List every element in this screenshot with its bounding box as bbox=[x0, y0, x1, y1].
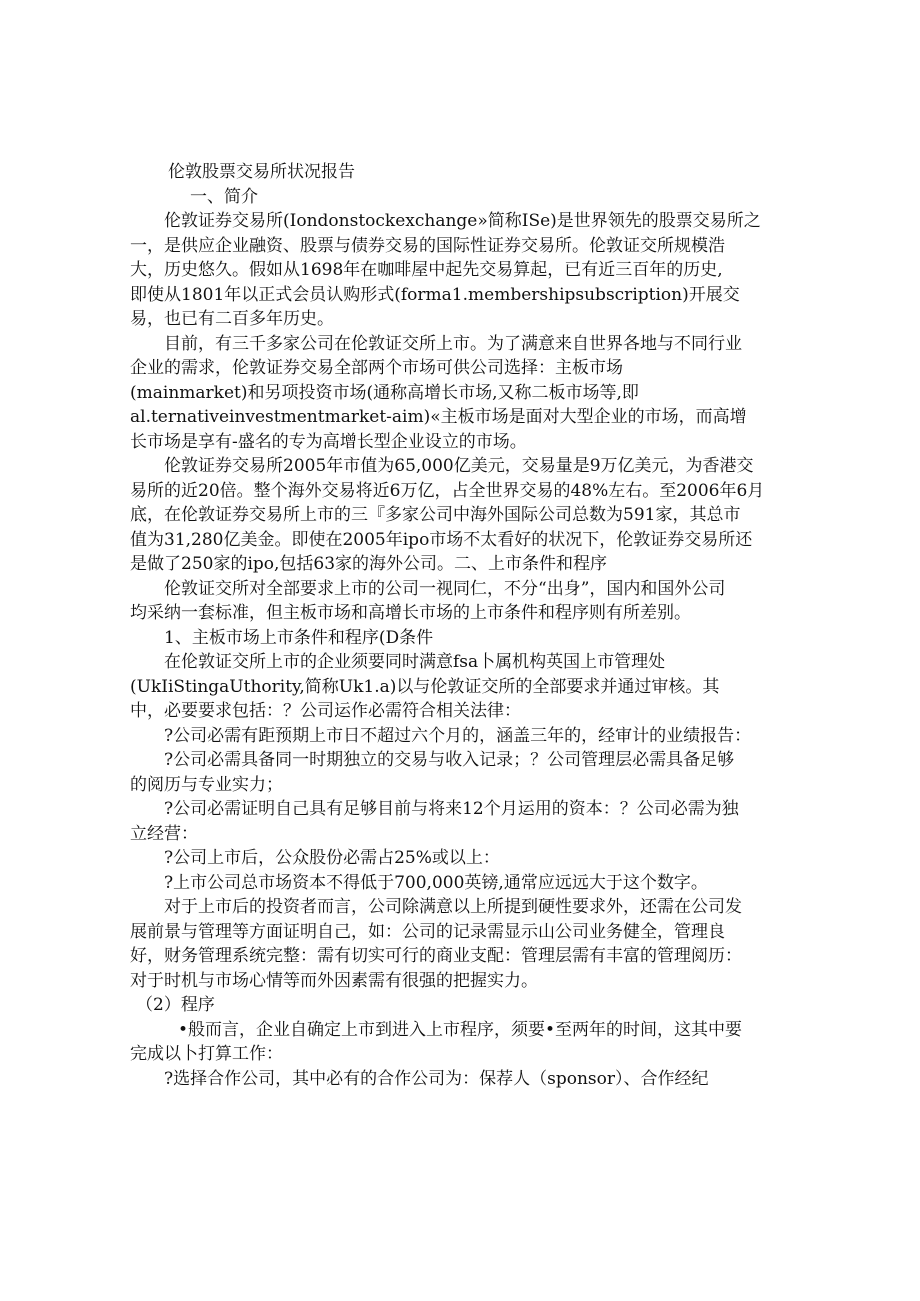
text-line: 完成以卜打算工作： bbox=[130, 1044, 283, 1064]
list-item: ?选择合作公司，其中必有的合作公司为：保荐人（sponsor）、合作经纪 bbox=[164, 1068, 709, 1089]
text-line: 伦敦证券交易所(Iondonstockexchange»简称ISe)是世界领先的股票交易所之 bbox=[164, 211, 761, 231]
document-body bbox=[130, 160, 790, 1091]
text-line: 伦敦证券交易所2005年市值为65,000亿美元，交易量是9万亿美元，为香港交 bbox=[164, 456, 754, 476]
text-line: 对于上市后的投资者而言，公司除满意以上所提到硬性要求外，还需在公司发 bbox=[164, 897, 742, 917]
text-line: 中，必要要求包括：？公司运作必需符合相关法律： bbox=[130, 701, 521, 721]
list-item: ?公司上市后，公众股份必需占25%或以上： bbox=[164, 848, 500, 868]
text-line: 展前景与管理等方面证明自己，如：公司的记录需显示山公司业务健全，管理良 bbox=[130, 921, 725, 942]
subsection-heading: （2）程序 bbox=[136, 995, 215, 1015]
text-line: 易所的近20倍。整个海外交易将近6万亿，占全世界交易的48%左右。至2006年6月 bbox=[130, 480, 765, 501]
text-line: (mainmarket)和另项投资市场(通称高增长市场,又称二板市场等,即 bbox=[130, 382, 639, 403]
text-line: 大，历史悠久。假如从1698年在咖啡屋中起先交易算起，已有近三百年的历史, bbox=[130, 260, 723, 280]
text-line: al.ternativeinvestmentmarket-aim)«主板市场是面对大型企业的市场，而高增 bbox=[130, 407, 747, 427]
text-line: 立经营： bbox=[130, 823, 198, 844]
list-item: ?公司必需证明自己具有足够目前与将来12个月运用的资本：？公司必需为独 bbox=[164, 799, 739, 819]
text-line: 对于时机与市场心情等而外因素需有很强的把握实力。 bbox=[130, 970, 538, 991]
list-item: ?公司必需有距预期上市日不超过六个月的，涵盖三年的，经审计的业绩报告： bbox=[164, 725, 752, 746]
text-line: 好，财务管理系统完整：需有切实可行的商业支配：管理层需有丰富的管理阅历： bbox=[130, 946, 742, 966]
text-line: 的阅历与专业实力； bbox=[130, 774, 283, 795]
text-line: 一，是供应企业融资、股票与债券交易的国际性证券交易所。伦敦证交所规模浩 bbox=[130, 235, 725, 256]
subsection-heading: 1、主板市场上市条件和程序(D条件 bbox=[164, 627, 434, 648]
text-line: •般而言，企业自确定上市到进入上市程序，须要•至两年的时间，这其中要 bbox=[178, 1019, 743, 1040]
document-title: 伦敦股票交易所状况报告 bbox=[168, 162, 355, 182]
text-line: 在伦敦证交所上市的企业须要同时满意fsa卜属机构英国上市管理处 bbox=[164, 652, 666, 672]
text-line: 伦敦证交所对全部要求上市的公司一视同仁，不分“出身”，国内和国外公司 bbox=[164, 578, 726, 599]
text-line: 即使从1801年以正式会员认购形式(forma1.membershipsubscription)开展交 bbox=[130, 284, 740, 305]
section-heading: 一、简介 bbox=[190, 186, 258, 207]
text-line: 目前，有三千多家公司在伦敦证交所上市。为了满意来自世界各地与不同行业 bbox=[164, 333, 742, 354]
text-line: 底，在伦敦证券交易所上市的三『多家公司中海外国际公司总数为591家，其总市 bbox=[130, 505, 741, 525]
list-item: ?上市公司总市场资本不得低于700,000英镑,通常应远远大于这个数字。 bbox=[164, 872, 708, 893]
list-item: ?公司必需具备同一时期独立的交易与收入记录；？公司管理层必需具备足够 bbox=[164, 750, 735, 770]
text-line: 企业的需求，伦敦证券交易全部两个市场可供公司选择：主板市场 bbox=[130, 358, 623, 378]
text-line: 均采纳一套标准，但主板市场和高增长市场的上市条件和程序则有所差别。 bbox=[130, 603, 691, 623]
text-line: 易，也已有二百多年历史。 bbox=[130, 309, 334, 329]
text-line: 值为31,280亿美金。即使在2005年ipo市场不太看好的状况下，伦敦证券交易所还 bbox=[130, 529, 753, 550]
text-line: 长市场是享有-盛名的专为高增长型企业设立的市场。 bbox=[130, 431, 527, 452]
text-line: 是做了250家的ipo,包括63家的海外公司。二、上市条件和程序 bbox=[130, 554, 608, 574]
text-line: (UkIiStingaUthority,简称Uk1.a)以与伦敦证交所的全部要求并通过审核。其 bbox=[130, 676, 720, 697]
